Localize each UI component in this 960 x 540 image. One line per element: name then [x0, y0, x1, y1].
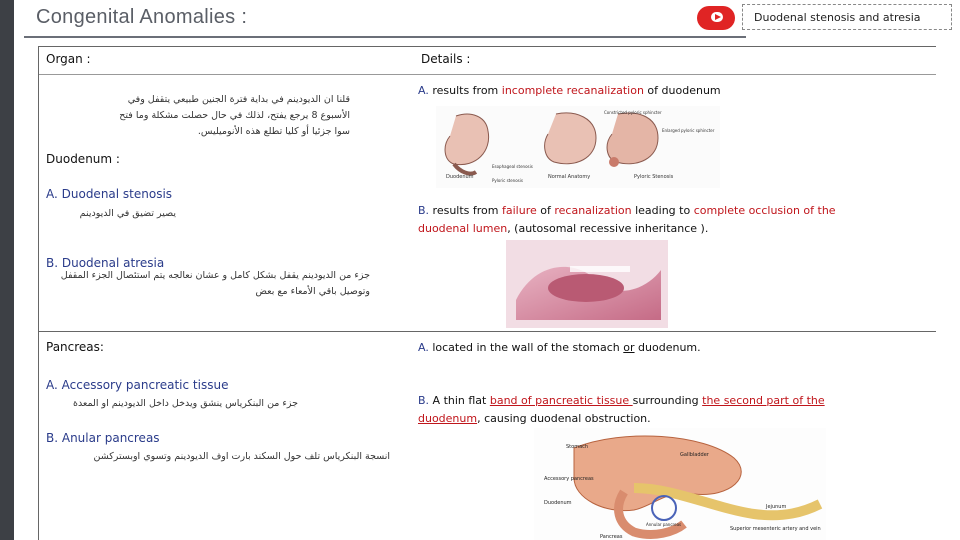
- fig3-label: Annular pancreas: [646, 522, 682, 527]
- item-prefix: A.: [418, 84, 429, 97]
- table-row-divider: [38, 331, 936, 332]
- youtube-icon[interactable]: [697, 3, 737, 31]
- duodenal-atresia-arabic: [40, 268, 370, 300]
- pancreas-anatomy-figure: [534, 428, 826, 540]
- detail-text: , causing duodenal obstruction.: [477, 412, 651, 425]
- detail-anular-pancreas: [418, 392, 828, 428]
- anular-pancreas-label: B. Anular pancreas: [46, 431, 160, 445]
- arabic-line: جزء من الديودينم يقفل بشكل كامل و عشان نعالجه يتم استئصال الجزء المقفل: [60, 270, 370, 281]
- item-prefix: B.: [418, 204, 430, 217]
- duodenal-atresia-figure: [506, 240, 668, 328]
- duodenal-stenosis-label: A. Duodenal stenosis: [46, 187, 173, 201]
- duodenal-atresia-label: B. Duodenal atresia: [46, 256, 165, 270]
- fig1-label: Pyloric stenosis: [492, 178, 523, 183]
- fig3-label: Accessory pancreas: [544, 476, 594, 482]
- page-title: Congenital Anomalies :: [36, 6, 248, 28]
- left-accent-bar: [0, 0, 14, 540]
- duodenum-label: Duodenum :: [46, 152, 120, 166]
- highlight-text: complete occlusion of the duodenal lumen: [418, 204, 836, 235]
- highlight-text: recanalization: [554, 204, 632, 217]
- detail-text: leading to: [631, 204, 694, 217]
- title-underline: [24, 36, 746, 38]
- highlight-text: band of pancreatic tissue: [489, 394, 633, 407]
- fig3-label: Duodenum: [544, 500, 572, 506]
- detail-text: surrounding: [632, 394, 703, 407]
- pancreas-label: Pancreas:: [46, 340, 104, 354]
- fig3-label: Stomach: [566, 444, 589, 450]
- fig1-label: Constricted pyloric sphincter: [604, 110, 662, 115]
- arabic-line: وتوصيل باقي الأمعاء مع بعض: [255, 286, 370, 297]
- detail-text: located in the wall of the stomach: [428, 341, 624, 354]
- detail-text: , (autosomal recessive inheritance ).: [507, 222, 709, 235]
- arabic-line: الأسبوع 8 يرجع يفتح، لذلك في حال حصلت مشكلة وما فتح: [119, 110, 350, 121]
- fig1-label: Enlarged pyloric sphincter: [662, 128, 715, 133]
- topic-label: Duodenal stenosis and atresia: [742, 4, 952, 30]
- detail-atresia: [418, 202, 838, 238]
- fig3-label: Superior mesenteric artery and vein: [730, 526, 821, 532]
- fig1-label: Normal Anatomy: [548, 174, 591, 180]
- detail-accessory-pancreas: [418, 339, 838, 357]
- arabic-line: سوا جزئيا أو كليا تطلع هذه الأنوميليس.: [197, 126, 350, 137]
- highlight-text: incomplete recanalization: [501, 84, 644, 97]
- accessory-pancreatic-label: A. Accessory pancreatic tissue: [46, 378, 229, 392]
- organ-header: Organ :: [46, 52, 91, 66]
- detail-text: of duodenum: [643, 84, 721, 97]
- arabic-line: قلنا ان الديودينم في بداية فترة الجنين طبيعي يتقفل وفي: [127, 94, 350, 105]
- table-left-border: [38, 46, 39, 540]
- duodenum-arabic-intro: [60, 92, 350, 140]
- fig3-label: Jejunum: [766, 504, 787, 510]
- detail-text: duodenum.: [634, 341, 701, 354]
- table-top-border: [38, 46, 936, 47]
- table-header-rule: [38, 74, 936, 75]
- fig1-label: Pyloric Stenosis: [634, 174, 674, 180]
- details-header: Details :: [421, 52, 471, 66]
- fig1-label: Esophageal stenosis: [492, 164, 533, 169]
- detail-stenosis: [418, 82, 838, 100]
- accessory-pancreatic-arabic: جزء من البنكرياس ينشق ويدخل داخل الديودينم او المعدة: [72, 398, 298, 409]
- anular-pancreas-arabic: انسجة البنكرياس تلف حول السكند بارت اوف الديودينم وتسوي اوبستركشن: [93, 451, 390, 462]
- item-prefix: A.: [418, 341, 429, 354]
- duodenal-stenosis-arabic: يصير تضيق في الديودينم: [79, 208, 176, 219]
- pyloric-stenosis-figure: [436, 106, 720, 188]
- item-prefix: B.: [418, 394, 430, 407]
- detail-text: results from: [429, 204, 502, 217]
- fig1-label: Duodenum: [446, 174, 474, 180]
- detail-text: of: [536, 204, 555, 217]
- detail-text: or: [623, 341, 635, 354]
- fig3-label: Pancreas: [600, 534, 623, 540]
- detail-text: results from: [428, 84, 502, 97]
- detail-text: A thin flat: [429, 394, 490, 407]
- highlight-text: the second part of the duodenum: [418, 394, 825, 425]
- fig3-label: Gallbladder: [680, 452, 709, 458]
- highlight-text: failure: [502, 204, 537, 217]
